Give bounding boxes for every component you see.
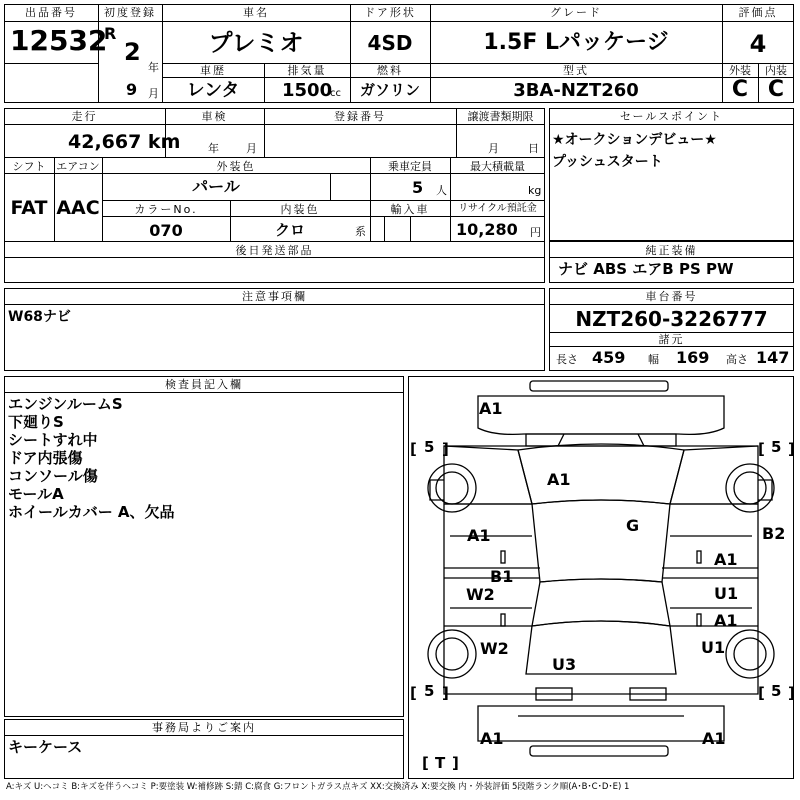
aircon-label: エアコン [56,160,100,173]
exterior-score-label: 外装 [729,64,751,77]
mark-left-front-door: B1 [490,567,514,586]
color-number: 070 [149,221,183,240]
exterior-color: パール [192,177,240,196]
office-label: 事務局よりご案内 [152,721,256,734]
length: 459 [592,348,626,367]
year-unit: 年 [148,61,159,74]
shift: FAT [10,197,48,219]
mark-trunk: U3 [552,655,577,674]
exterior-color-label: 外装色 [216,160,256,173]
svg-text:[: [ [758,440,765,458]
recycle-fee-unit: 円 [530,226,541,239]
month-unit: 月 [148,87,159,100]
svg-text:[: [ [758,684,765,702]
mileage-label: 走行 [71,110,98,123]
lot-number: 12532 [10,24,108,57]
mark-rear-left: A1 [480,729,504,748]
recycle-fee-label: リサイクル預託金 [458,203,537,214]
notes-label: 注意事項欄 [242,290,307,303]
mark-right-rear-fender: U1 [701,638,726,657]
mark-right-front-door: U1 [714,584,739,603]
height: 147 [756,348,790,367]
history: レンタ [186,80,240,101]
chassis-number-label: 車台番号 [645,290,698,303]
mark-windshield: A1 [547,470,571,489]
mark-rear-right: A1 [702,729,726,748]
interior-score: C [767,77,785,102]
interior-score-label: 内装 [765,64,787,77]
fuel: ガソリン [359,81,420,99]
registration-number-label: 登録番号 [334,110,386,123]
displacement-label: 排気量 [287,64,327,77]
dimensions-label: 諸元 [658,333,685,346]
door-type: 4SD [367,31,413,55]
recycle-fee: 10,280 [456,220,518,239]
transfer-deadline-label: 譲渡書類期限 [467,110,534,123]
grade: 1.5F Lパッケージ [483,30,669,55]
inspector-label: 検査員記入欄 [165,378,243,391]
model: 3BA-NZT260 [513,80,639,101]
sales-points-text: ★オークションデビュー★ プッシュスタート [552,132,717,170]
width: 169 [676,348,710,367]
door-type-label: ドア形状 [364,6,416,19]
displacement-unit: cc [330,88,341,99]
inspection-year-unit: 年 [208,142,219,155]
mark-right-front-fender: A1 [714,550,738,569]
transfer-month-unit: 月 [488,142,499,155]
import-label: 輸入車 [390,203,430,216]
svg-text:]: ] [788,684,795,702]
mark-right-front-fender-edge: B2 [762,524,786,543]
first-registration-label: 初度登録 [104,6,156,19]
equipment-text: ナビ ABS エアB PS PW [558,260,734,278]
svg-text:]: ] [452,754,459,772]
inspection-label: 車検 [201,110,228,123]
mark-left-rear-fender: W2 [480,639,509,658]
inspector-text: エンジンルームS 下廻りS シートすれ中 ドア内張傷 コンソール傷 モールA ホイールカバー A、欠品 [8,395,175,521]
sales-points-label: セールスポイント [619,110,723,123]
capacity: 5 [412,178,424,197]
mark-left-rear-door: W2 [466,585,495,604]
model-label: 型式 [563,64,589,77]
mileage: 42,667 km [68,131,181,153]
interior-color: クロ [274,221,305,239]
trunk-mark: T [435,754,446,772]
svg-text:[: [ [410,684,417,702]
length-label: 長さ [556,353,578,366]
grade-label: グレード [550,6,602,19]
mark-roof: G [626,516,640,535]
width-label: 幅 [648,353,659,366]
svg-text:]: ] [442,440,449,458]
exterior-score: C [731,77,749,102]
sales-points-box [549,108,794,241]
score: 4 [749,30,767,58]
lot-number-label: 出品番号 [25,6,77,19]
chassis-number: NZT260-3226777 [575,307,768,331]
later-parts-label: 後日発送部品 [235,244,314,257]
svg-text:[: [ [422,754,429,772]
max-load-unit: kg [528,184,542,197]
capacity-unit: 人 [436,184,447,197]
height-label: 高さ [726,353,748,366]
interior-color-label: 内装色 [280,203,320,216]
history-label: 車歴 [200,64,226,77]
capacity-label: 乗車定員 [388,160,432,173]
era: R [104,24,117,43]
shift-label: シフト [12,160,46,173]
svg-text:]: ] [442,684,449,702]
tire-mark-rear-left: 5 [424,682,435,700]
svg-text:[: [ [410,440,417,458]
mark-right-rear-door: A1 [714,611,738,630]
mark-front-bumper: A1 [479,399,503,418]
aircon: AAC [56,197,100,219]
legend: A:キズ U:ヘコミ B:キズを伴うヘコミ P:要塗装 W:補修跡 S:錆 C:腐食 G:フロントガラス点キズ XX:交換済み X:要交換 内・外装評価 5段階ランク順(A･B･C･D･E) 1 [6,782,630,792]
svg-text:]: ] [788,440,795,458]
car-name-label: 車名 [243,6,269,19]
displacement: 1500 [282,80,333,101]
interior-color-unit: 系 [355,225,366,238]
score-label: 評価点 [738,6,778,19]
tire-mark-front-right: 5 [771,438,782,456]
color-number-label: カラーNo. [134,203,198,216]
tire-mark-front-left: 5 [424,438,435,456]
fuel-label: 燃料 [377,64,403,77]
max-load-label: 最大積載量 [470,160,525,173]
mark-left-front-fender: A1 [467,526,491,545]
transfer-day-unit: 日 [528,142,539,155]
notes-text: W68ナビ [8,309,71,325]
tire-mark-rear-right: 5 [771,682,782,700]
car-name: プレミオ [208,29,304,57]
inspection-month-unit: 月 [246,142,257,155]
office-text: キーケース [8,738,83,756]
registration-year: 2 [124,38,141,66]
car-diagram [408,376,794,779]
registration-month: 9 [126,80,138,99]
equipment-label: 純正装備 [645,244,698,257]
